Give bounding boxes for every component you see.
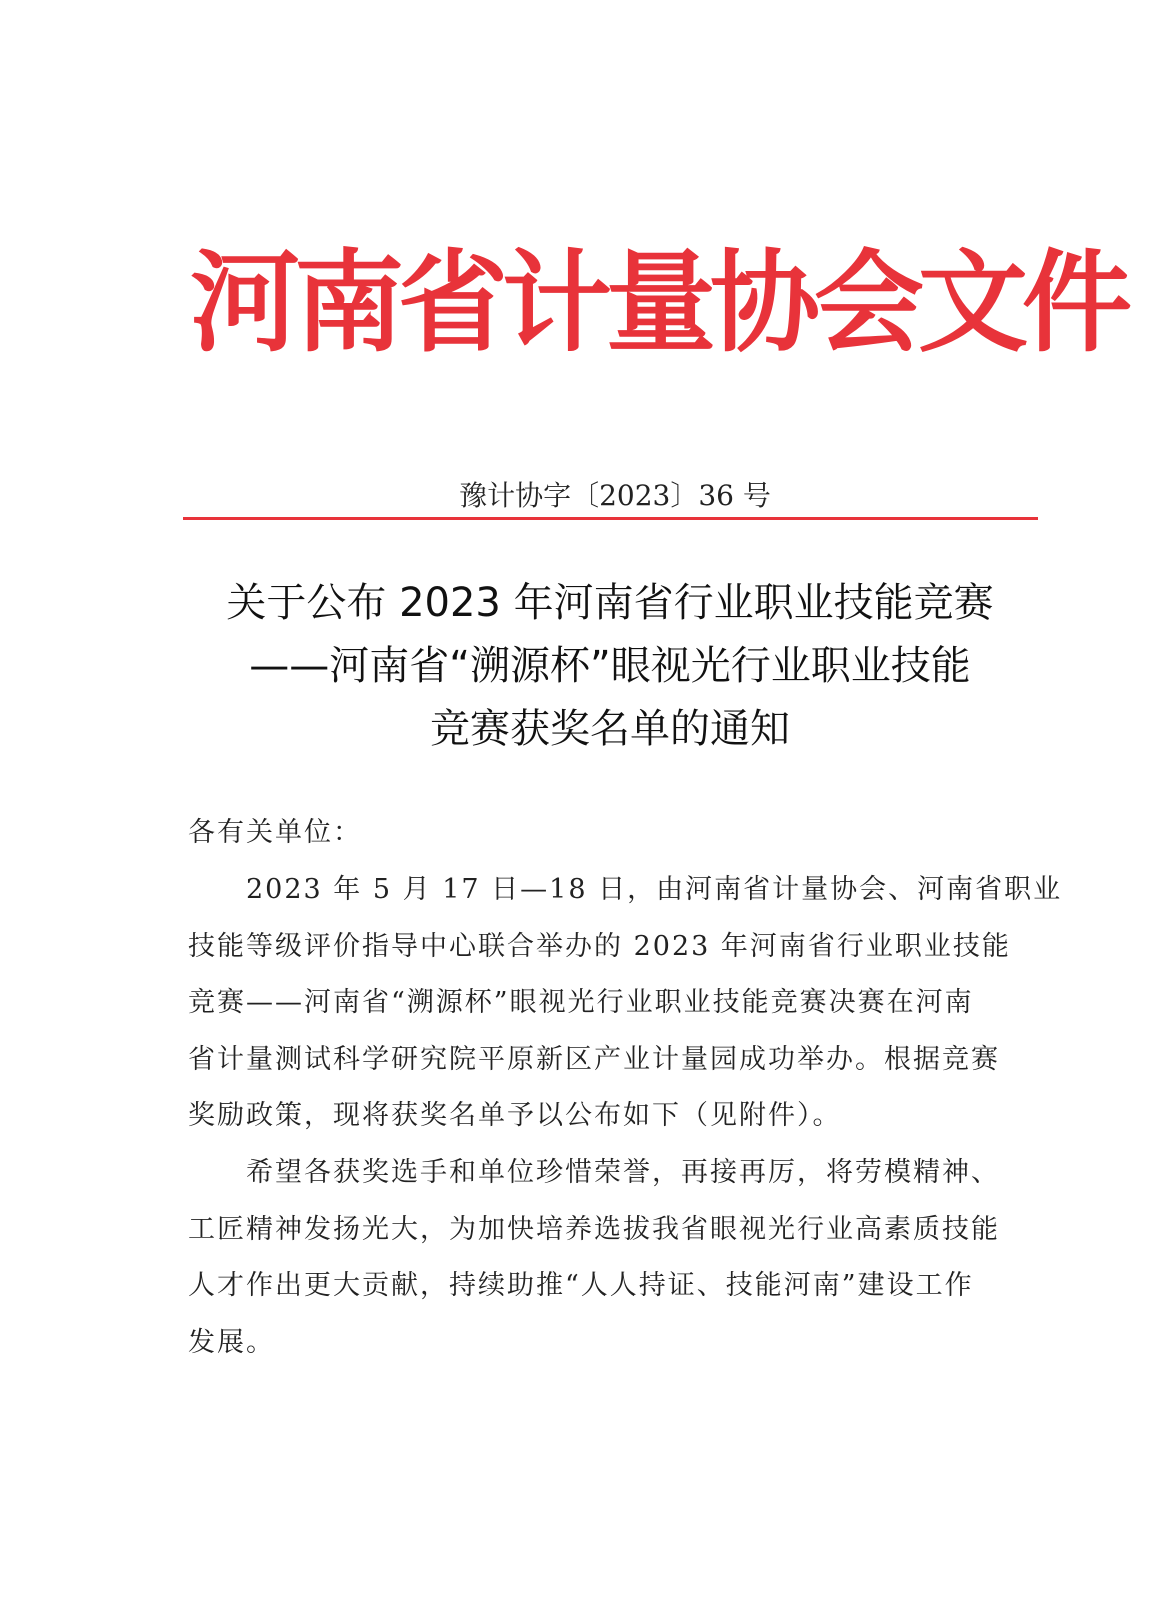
- notice-title-line: 竞赛获奖名单的通知: [430, 706, 790, 752]
- paragraph-line: 奖励政策，现将获奖名单予以公布如下（见附件）。: [188, 1100, 842, 1131]
- notice-title-line: ——河南省“溯源杯”眼视光行业职业技能: [249, 643, 971, 689]
- paragraph-line: 人才作出更大贡献，持续助推“人人持证、技能河南”建设工作: [188, 1270, 974, 1301]
- notice-title: [190, 572, 1030, 761]
- paragraph-announcement: [188, 862, 1063, 1145]
- masthead-title: 河南省计量协会文件: [190, 238, 1126, 367]
- notice-title-line: 关于公布 2023 年河南省行业职业技能竞赛: [226, 580, 994, 626]
- document-number: 豫计协字〔2023〕36 号: [459, 479, 771, 512]
- red-divider-line: [183, 517, 1038, 520]
- paragraph-line: 2023 年 5 月 17 日—18 日，由河南省计量协会、河南省职业: [246, 874, 1063, 905]
- paragraph-line: 竞赛——河南省“溯源杯”眼视光行业职业技能竞赛决赛在河南: [188, 987, 974, 1018]
- salutation: 各有关单位：: [188, 817, 362, 848]
- paragraph-line: 技能等级评价指导中心联合举办的 2023 年河南省行业职业技能: [188, 930, 1011, 962]
- paragraph-line: 工匠精神发扬光大，为加快培养选拔我省眼视光行业高素质技能: [188, 1213, 1000, 1245]
- paragraph-encouragement: [188, 1145, 1038, 1371]
- paragraph-line: 省计量测试科学研究院平原新区产业计量园成功举办。根据竞赛: [188, 1043, 1000, 1075]
- paragraph-line: 发展。: [188, 1326, 275, 1358]
- paragraph-line: 希望各获奖选手和单位珍惜荣誉，再接再厉，将劳模精神、: [246, 1157, 1000, 1188]
